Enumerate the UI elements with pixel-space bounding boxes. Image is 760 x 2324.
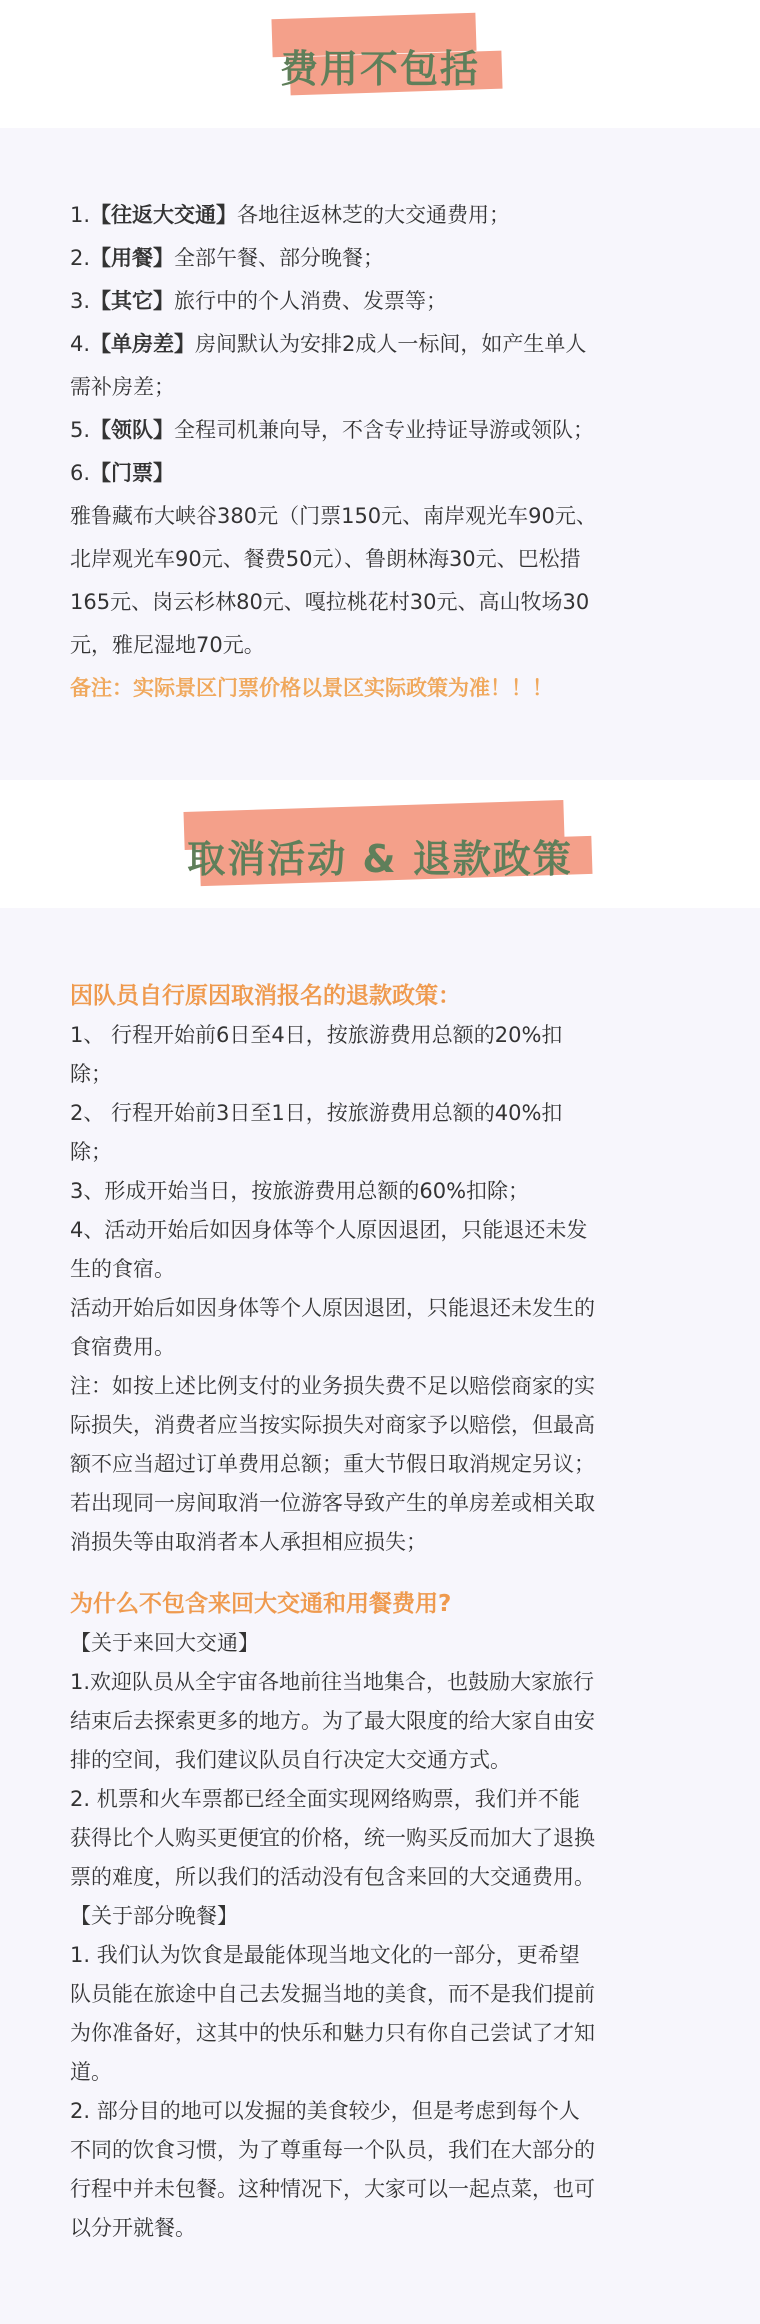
item-text: 元，雅尼湿地70元。 [70, 633, 265, 657]
ticket-price-note: 备注：实际景区门票价格以景区实际政策为准！！！ [70, 676, 553, 700]
fee-exclusions-list [70, 194, 690, 667]
item-text: 165元、岗云杉林80元、嘎拉桃花村30元、高山牧场30 [70, 590, 590, 614]
section1-title: 费用不包括 [279, 47, 480, 91]
item-category: 【领队】 [90, 418, 175, 442]
explanation-line: 行程中并未包餐。这种情况下，大家可以一起点菜，也可 [70, 2177, 595, 2201]
why-not-included-body [70, 1624, 690, 2248]
section2-header [0, 780, 760, 908]
item-text: 全部午餐、部分晚餐； [174, 246, 385, 270]
explanation-line: 为你准备好，这其中的快乐和魅力只有你自己尝试了才知 [70, 2021, 595, 2045]
fee-exclusion-line [70, 538, 690, 581]
refund-policy-line: 3、形成开始当日，按旅游费用总额的60%扣除； [70, 1179, 530, 1203]
why-not-included-heading: 为什么不包含来回大交通和用餐费用? [70, 1591, 452, 1617]
section1-header [0, 0, 760, 128]
fee-exclusion-line [70, 366, 690, 409]
item-category: 【门票】 [90, 461, 175, 485]
refund-policy-line: 消损失等由取消者本人承担相应损失； [70, 1530, 427, 1554]
refund-policy-line: 食宿费用。 [70, 1335, 175, 1359]
refund-policy-line: 生的食宿。 [70, 1257, 175, 1281]
fee-exclusion-line [70, 237, 690, 280]
refund-policy-line: 注：如按上述比例支付的业务损失费不足以赔偿商家的实 [70, 1374, 595, 1398]
item-category: 【单房差】 [90, 332, 196, 356]
item-number: 4. [70, 332, 91, 356]
explanation-line: 不同的饮食习惯，为了尊重每一个队员，我们在大部分的 [70, 2138, 595, 2162]
item-text: 需补房差； [70, 375, 175, 399]
item-category: 【其它】 [90, 289, 175, 313]
item-number: 1. [70, 203, 91, 227]
item-number: 6. [70, 461, 91, 485]
fee-exclusion-line [70, 409, 690, 452]
refund-policy-line: 2、 行程开始前3日至1日，按旅游费用总额的40%扣 [70, 1101, 563, 1125]
fee-exclusion-line [70, 624, 690, 667]
fee-exclusion-line [70, 323, 690, 366]
explanation-line: 结束后去探索更多的地方。为了最大限度的给大家自由安 [70, 1709, 595, 1733]
fee-exclusion-line [70, 581, 690, 624]
refund-policy-body [70, 1016, 690, 1562]
refund-policy-line: 除； [70, 1062, 112, 1086]
explanation-line: 获得比个人购买更便宜的价格，统一购买反而加大了退换 [70, 1826, 595, 1850]
item-category: 【往返大交通】 [90, 203, 238, 227]
fee-exclusion-line [70, 280, 690, 323]
explanation-line: 1. 我们认为饮食是最能体现当地文化的一部分，更希望 [70, 1943, 580, 1967]
fee-exclusion-line [70, 495, 690, 538]
fee-exclusion-line [70, 194, 690, 237]
refund-policy-line: 1、 行程开始前6日至4日，按旅游费用总额的20%扣 [70, 1023, 563, 1047]
explanation-line: 排的空间，我们建议队员自行决定大交通方式。 [70, 1748, 511, 1772]
fee-exclusions-panel [0, 128, 760, 780]
fee-exclusion-line [70, 452, 690, 495]
refund-policy-line: 活动开始后如因身体等个人原因退团，只能退还未发生的 [70, 1296, 595, 1320]
item-number: 2. [70, 246, 91, 270]
item-text: 各地往返林芝的大交通费用； [237, 203, 511, 227]
item-text: 北岸观光车90元、餐费50元）、鲁朗林海30元、巴松措 [70, 547, 581, 571]
explanation-line: 以分开就餐。 [70, 2216, 196, 2240]
explanation-line: 道。 [70, 2060, 112, 2084]
item-text: 全程司机兼向导，不含专业持证导游或领队； [174, 418, 595, 442]
refund-policy-line: 4、活动开始后如因身体等个人原因退团，只能退还未发 [70, 1218, 588, 1242]
refund-policy-line: 除； [70, 1140, 112, 1164]
refund-policy-line: 际损失，消费者应当按实际损失对商家予以赔偿，但最高 [70, 1413, 595, 1437]
item-text: 房间默认为安排2成人一标间，如产生单人 [195, 332, 587, 356]
explanation-line: 【关于来回大交通】 [70, 1631, 259, 1655]
item-text: 旅行中的个人消费、发票等； [174, 289, 448, 313]
explanation-line: 队员能在旅途中自己去发掘当地的美食，而不是我们提前 [70, 1982, 595, 2006]
section2-title: 取消活动 & 退款政策 [187, 837, 573, 881]
explanation-line: 2. 部分目的地可以发掘的美食较少，但是考虑到每个人 [70, 2099, 580, 2123]
cancellation-panel [0, 908, 760, 2324]
item-category: 【用餐】 [90, 246, 175, 270]
item-text: 雅鲁藏布大峡谷380元（门票150元、南岸观光车90元、 [70, 504, 597, 528]
explanation-line: 【关于部分晚餐】 [70, 1904, 238, 1928]
refund-policy-line: 若出现同一房间取消一位游客导致产生的单房差或相关取 [70, 1491, 595, 1515]
explanation-line: 1.欢迎队员从全宇宙各地前往当地集合，也鼓励大家旅行 [70, 1670, 595, 1694]
refund-policy-line: 额不应当超过订单费用总额；重大节假日取消规定另议； [70, 1452, 595, 1476]
item-number: 5. [70, 418, 91, 442]
explanation-line: 票的难度，所以我们的活动没有包含来回的大交通费用。 [70, 1865, 595, 1889]
refund-policy-heading: 因队员自行原因取消报名的退款政策： [70, 983, 461, 1009]
item-number: 3. [70, 289, 91, 313]
explanation-line: 2. 机票和火车票都已经全面实现网络购票，我们并不能 [70, 1787, 580, 1811]
